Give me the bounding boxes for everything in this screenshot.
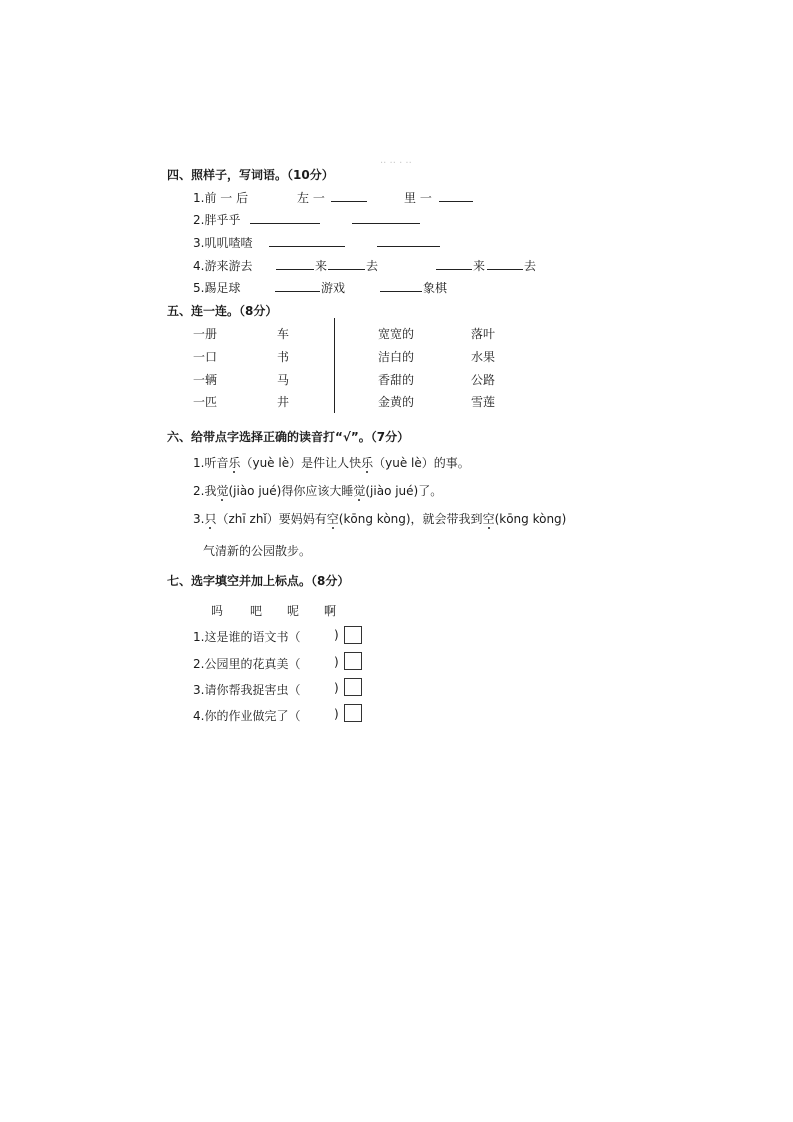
- s5-right1: 洁白的: [378, 350, 415, 364]
- s4-row1-a-blank[interactable]: [331, 189, 367, 202]
- s6-line-3: 3.只（zhī zhǐ）要妈妈有空(kōng kòng)，就会带我到空(kōng kòng): [193, 512, 567, 526]
- s5-right1: 金黄的: [378, 395, 415, 409]
- dotted-char: 觉: [216, 484, 229, 498]
- s4-row3-blank-1[interactable]: [269, 234, 345, 247]
- s4-row3-blank-2[interactable]: [377, 234, 440, 247]
- s4-row5-b: 象棋: [423, 281, 448, 295]
- s7-item: 2.公园里的花真美（: [193, 657, 301, 671]
- s4-row5-blank-1[interactable]: [275, 279, 320, 292]
- s4-row2-blank-1[interactable]: [250, 211, 320, 224]
- scan-show-through: ·· ·· · ··: [380, 158, 412, 169]
- section-4-heading: 四、照样子，写词语。（10分）: [167, 168, 334, 182]
- dotted-char: 只: [204, 512, 217, 526]
- s4-row4-lai-2: 来: [473, 259, 486, 273]
- s7-close-paren: ): [334, 655, 339, 669]
- column-divider: [334, 318, 335, 413]
- s4-row5-example: 5.踢足球: [193, 281, 241, 295]
- s5-left1: 一口: [193, 350, 218, 364]
- s5-right2: 雪莲: [471, 395, 496, 409]
- s4-row3-example: 3.叽叽喳喳: [193, 236, 253, 250]
- dotted-char: 空: [326, 512, 339, 526]
- s7-item: 4.你的作业做完了（: [193, 709, 301, 723]
- s5-left2: 书: [277, 350, 290, 364]
- s4-row1-example: 1.前 一 后: [193, 191, 249, 205]
- s4-row1-a: 左 一: [297, 191, 325, 205]
- dotted-char: 觉: [353, 484, 366, 498]
- s5-right2: 落叶: [471, 327, 496, 341]
- s7-choice: 吧: [250, 604, 263, 618]
- dotted-char: 空: [482, 512, 495, 526]
- s4-row4-blank-3[interactable]: [436, 257, 472, 270]
- s4-row4-qu-1: 去: [366, 259, 379, 273]
- s5-right1: 宽宽的: [378, 327, 415, 341]
- s6-line-1: 1.听音乐（yuè lè）是件让人快乐（yuè lè）的事。: [193, 456, 470, 470]
- s5-left1: 一匹: [193, 395, 218, 409]
- s4-row4-blank-1[interactable]: [276, 257, 314, 270]
- s7-close-paren: ): [334, 628, 339, 642]
- s5-left1: 一册: [193, 327, 218, 341]
- s4-row4-blank-4[interactable]: [487, 257, 523, 270]
- s4-row4-lai-1: 来: [315, 259, 328, 273]
- s4-row4-qu-2: 去: [524, 259, 537, 273]
- s5-right1: 香甜的: [378, 373, 415, 387]
- s5-left2: 井: [277, 395, 290, 409]
- s4-row2-example: 2.胖乎乎: [193, 213, 241, 227]
- section-7-heading: 七、选字填空并加上标点。（8分）: [167, 574, 350, 588]
- s5-right2: 水果: [471, 350, 496, 364]
- s4-row4-blank-2[interactable]: [328, 257, 365, 270]
- dotted-char: 乐: [361, 456, 374, 470]
- s4-row2-blank-2[interactable]: [352, 211, 420, 224]
- s4-row1-b-blank[interactable]: [439, 189, 473, 202]
- s7-item: 1.这是谁的语文书（: [193, 630, 301, 644]
- s4-row5-blank-2[interactable]: [380, 279, 422, 292]
- s7-item: 3.请你帮我捉害虫（: [193, 683, 301, 697]
- section-5-heading: 五、连一连。（8分）: [167, 304, 278, 318]
- s7-close-paren: ): [334, 707, 339, 721]
- answer-box[interactable]: [344, 626, 362, 644]
- answer-box[interactable]: [344, 652, 362, 670]
- s5-left2: 车: [277, 327, 290, 341]
- s7-choice: 吗: [211, 604, 224, 618]
- s6-line-2: 2.我觉(jiào jué)得你应该大睡觉(jiào jué)了。: [193, 484, 443, 498]
- dotted-char: 乐: [228, 456, 241, 470]
- s5-right2: 公路: [471, 373, 496, 387]
- s7-close-paren: ): [334, 681, 339, 695]
- s7-choice: 啊: [324, 604, 337, 618]
- answer-box[interactable]: [344, 704, 362, 722]
- s5-left2: 马: [277, 373, 290, 387]
- s4-row1-b: 里 一: [404, 191, 432, 205]
- s6-line-4: 气清新的公园散步。: [203, 544, 312, 558]
- s7-choice: 呢: [287, 604, 300, 618]
- answer-box[interactable]: [344, 678, 362, 696]
- section-6-heading: 六、给带点字选择正确的读音打“√”。（7分）: [167, 430, 410, 444]
- s4-row5-a: 游戏: [321, 281, 346, 295]
- s5-left1: 一辆: [193, 373, 218, 387]
- s4-row4-example: 4.游来游去: [193, 259, 253, 273]
